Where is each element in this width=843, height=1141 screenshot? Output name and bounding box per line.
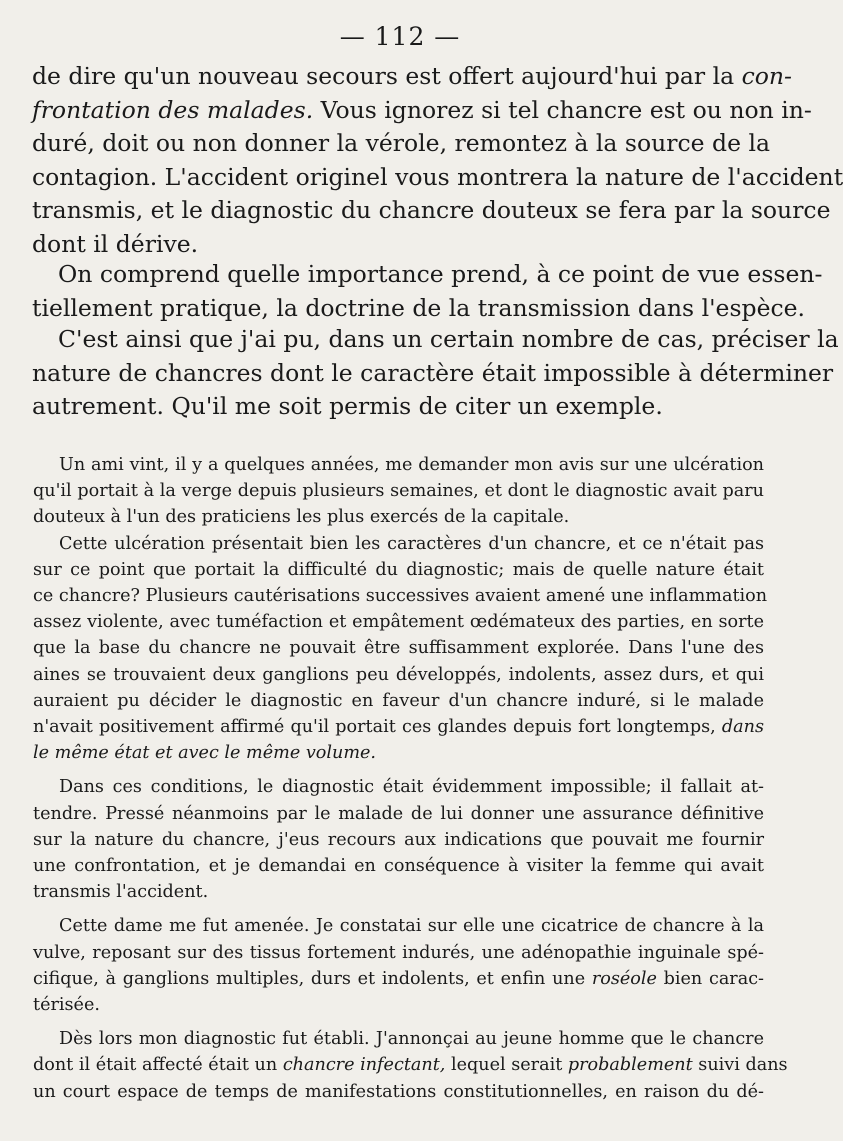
text-line: C'est ainsi que j'ai pu, dans un certain nombre de cas, préciser la: [58, 325, 839, 353]
case-paragraph-3: [33, 774, 764, 905]
text-line: le même état et avec le même volume.: [33, 743, 377, 764]
text-line: Cette dame me fut amenée. Je constatai sur elle une cicatrice de chancre à la: [59, 916, 764, 937]
text-line: dont il dérive.: [32, 229, 199, 258]
text-line: frontation des malades. Vous ignorez si tel chancre est ou non in-: [32, 95, 812, 124]
text-line: ce chancre? Plusieurs cautérisations successives avaient amené une inflammation: [33, 586, 768, 607]
paragraph-3: [32, 323, 839, 424]
text-line: On comprend quelle importance prend, à ce point de vue essen-: [58, 260, 823, 288]
paragraph-1: [32, 60, 843, 261]
text-line: Dès lors mon diagnostic fut établi. J'annonçai au jeune homme que le chancre: [59, 1029, 764, 1050]
text-line: n'avait positivement affirmé qu'il portait ces glandes depuis fort longtemps, dans: [33, 717, 764, 738]
text-line: térisée.: [33, 995, 100, 1016]
text-line: aines se trouvaient deux ganglions peu développés, indolents, assez durs, et qui: [33, 664, 764, 685]
text-line: nature de chancres dont le caractère était impossible à déterminer: [32, 358, 834, 387]
case-paragraph-1: [33, 452, 764, 531]
text-line: assez violente, avec tuméfaction et empâtement œdémateux des parties, en sorte: [33, 612, 764, 633]
text-line: que la base du chancre ne pouvait être suffisamment explorée. Dans l'une des: [33, 638, 764, 659]
text-line: Cette ulcération présentait bien les caractères d'un chancre, et ce n'était pas: [59, 533, 764, 554]
text-line: transmis l'accident.: [33, 882, 209, 903]
text-line: qu'il portait à la verge depuis plusieurs semaines, et dont le diagnostic avait paru: [33, 481, 764, 502]
text-line: vulve, reposant sur des tissus fortement indurés, une adénopathie inguinale spé-: [33, 942, 764, 963]
text-line: transmis, et le diagnostic du chancre douteux se fera par la source: [32, 196, 831, 224]
text-line: de dire qu'un nouveau secours est offert aujourd'hui par la con-: [32, 62, 792, 90]
text-line: une confrontation, et je demandai en conséquence à visiter la femme qui avait: [33, 856, 764, 877]
text-line: contagion. L'accident originel vous montrera la nature de l'accident: [32, 162, 843, 191]
text-line: tendre. Pressé néanmoins par le malade de lui donner une assurance définitive: [33, 803, 764, 824]
text-line: sur la nature du chancre, j'eus recours aux indications que pouvait me fournir: [33, 829, 764, 850]
text-line: sur ce point que portait la difficulté du diagnostic; mais de quelle nature était: [33, 559, 764, 580]
text-line: cifique, à ganglions multiples, durs et indolents, et enfin une roséole bien carac-: [33, 968, 765, 989]
text-line: autrement. Qu'il me soit permis de citer un exemple.: [32, 392, 663, 420]
text-line: tiellement pratique, la doctrine de la transmission dans l'espèce.: [32, 293, 806, 322]
text-line: douteux à l'un des praticiens les plus exercés de la capitale.: [33, 507, 570, 528]
case-paragraph-4: [33, 913, 764, 1018]
text-line: dont il était affecté était un chancre infectant, lequel serait probablement suivi dans: [33, 1055, 788, 1076]
case-narrative: [33, 452, 788, 1105]
paragraph-2: [32, 258, 823, 325]
text-line: Dans ces conditions, le diagnostic était évidemment impossible; il fallait at-: [59, 777, 764, 798]
text-line: duré, doit ou non donner la vérole, remontez à la source de la: [32, 129, 770, 157]
page-number: — 112 —: [339, 22, 461, 51]
case-paragraph-2: [33, 531, 768, 767]
text-line: auraient pu décider le diagnostic en faveur d'un chancre induré, si le malade: [33, 690, 764, 711]
case-paragraph-5: [33, 1026, 788, 1105]
text-line: Un ami vint, il y a quelques années, me demander mon avis sur une ulcération: [59, 455, 764, 475]
text-line: un court espace de temps de manifestations constitutionnelles, en raison du dé-: [33, 1081, 764, 1102]
